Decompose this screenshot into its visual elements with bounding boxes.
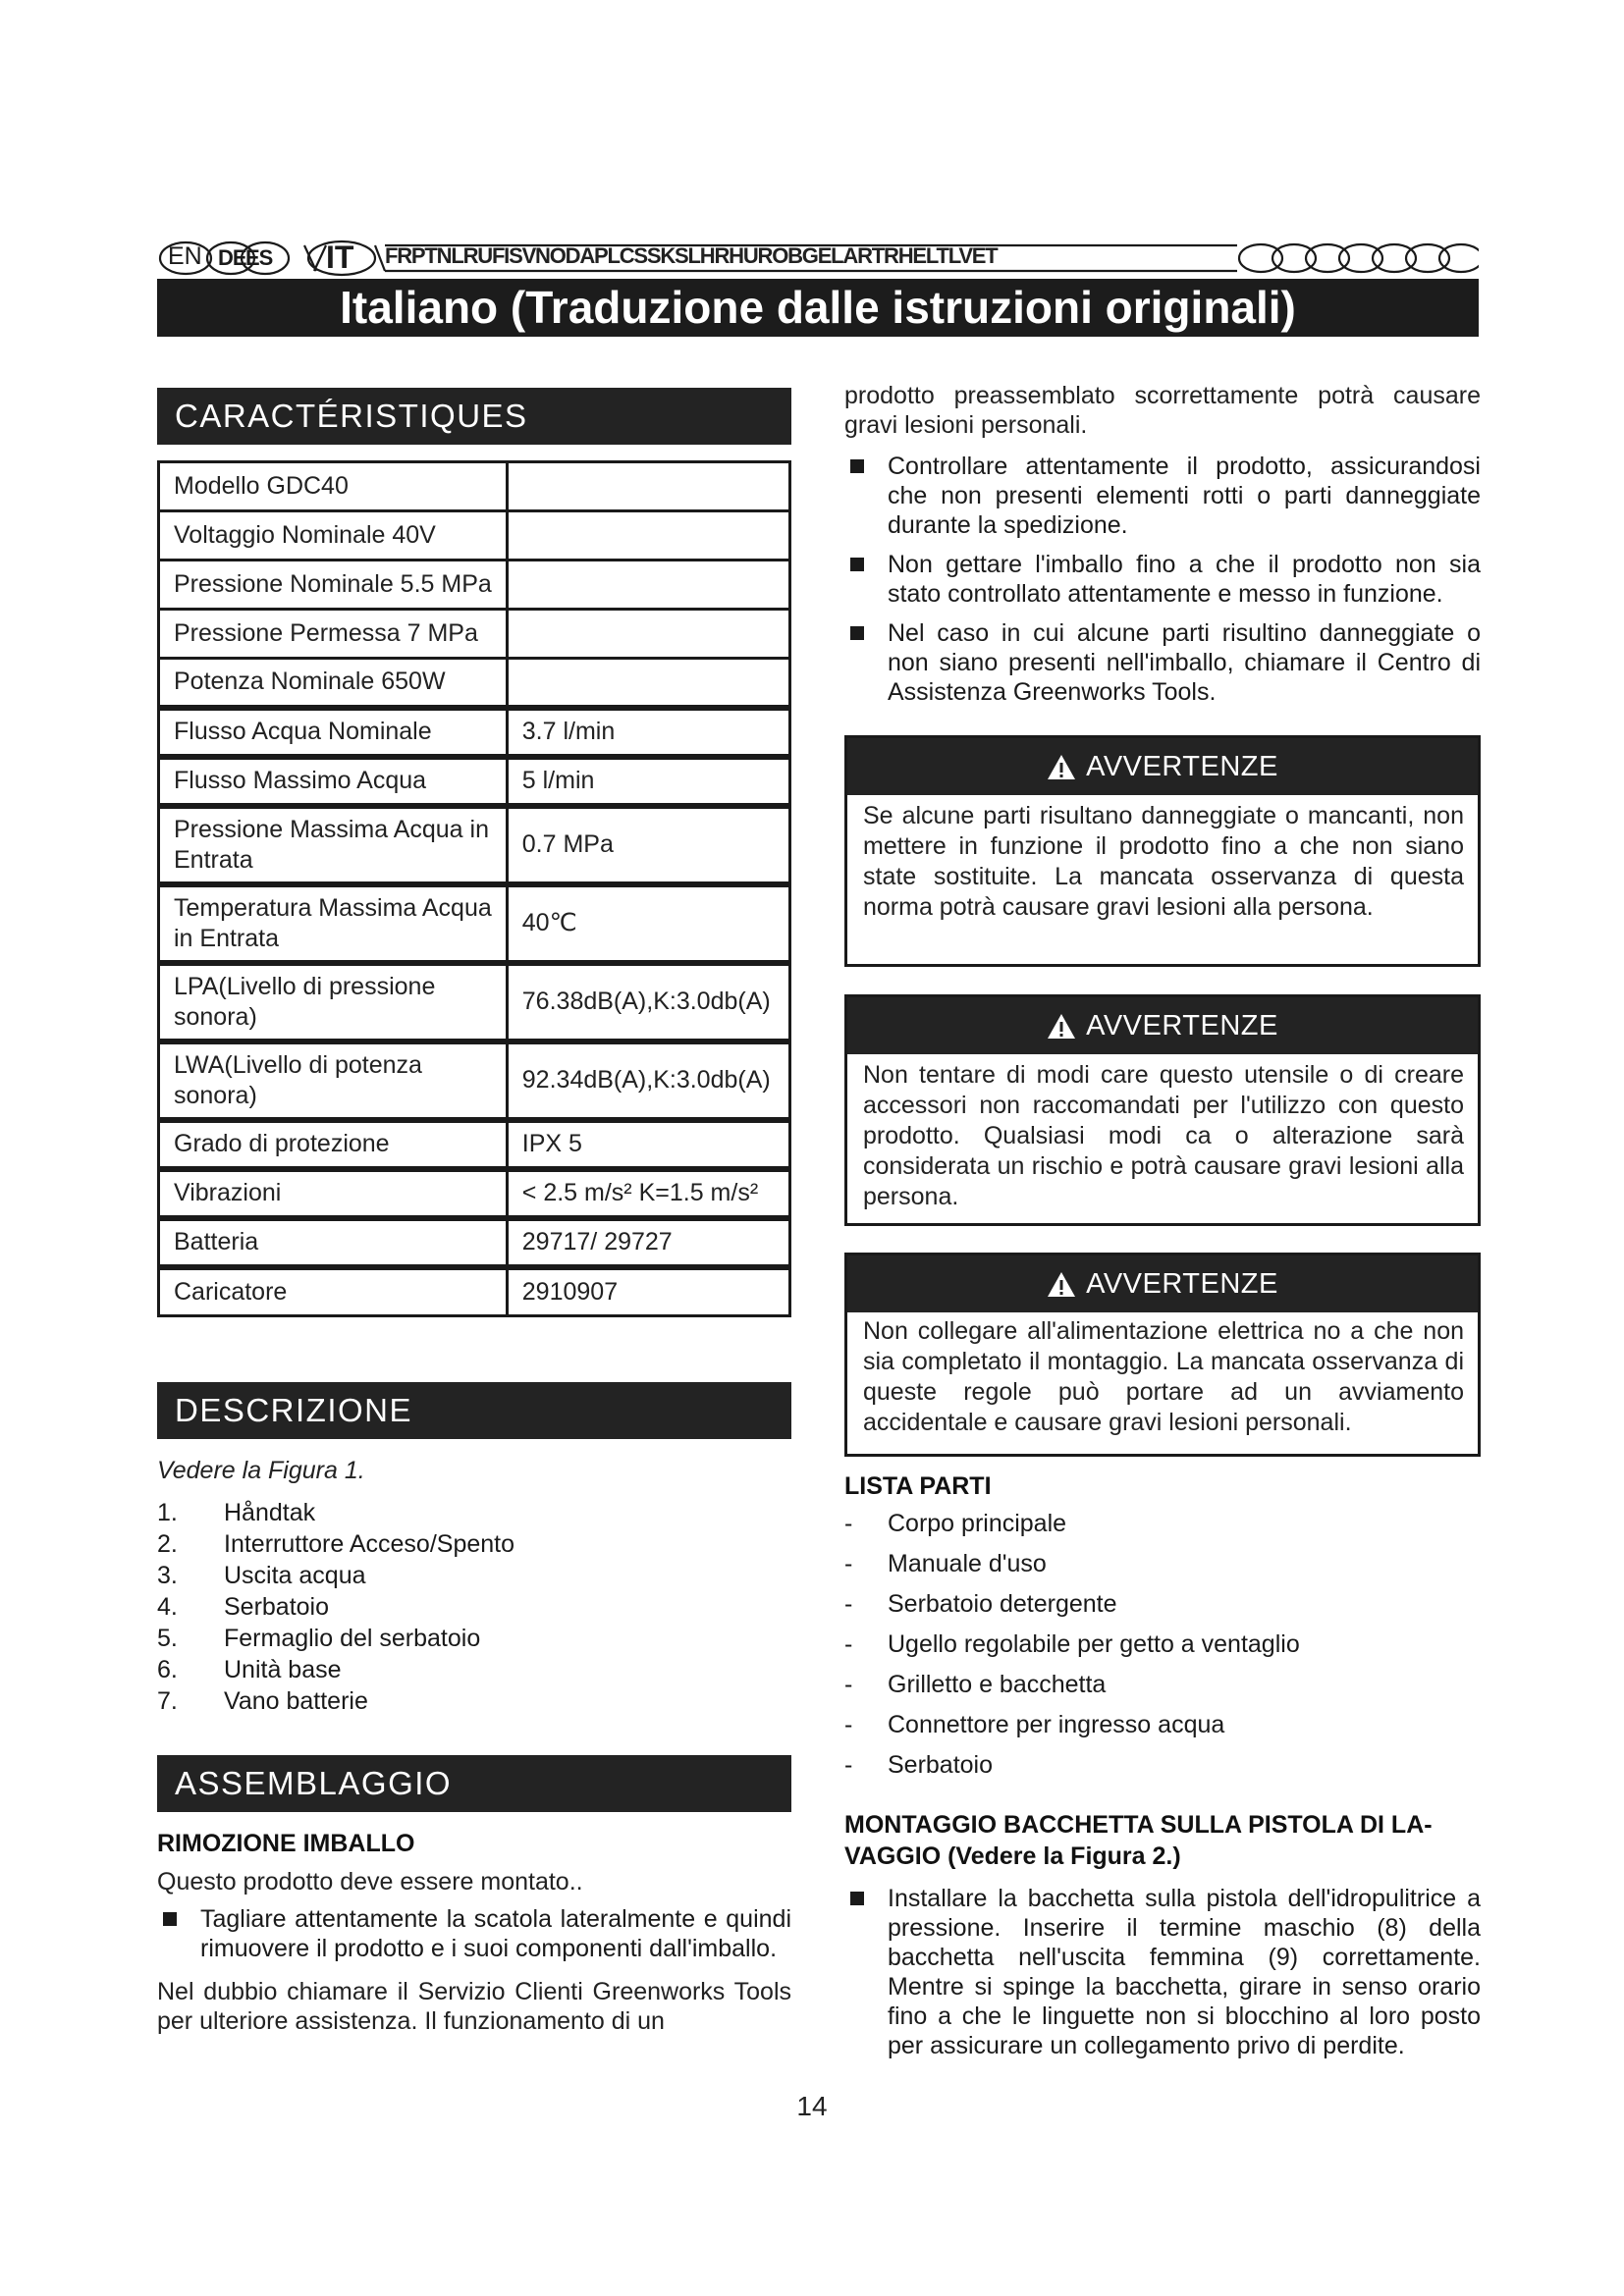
unpack-intro: Questo prodotto deve essere montato.. xyxy=(157,1868,583,1896)
lang-tabs-others[interactable]: FRPTNLRUFISVNODAPLCSSKSLHRHUROBGELARTRHELTLVET xyxy=(385,243,998,268)
spec-label: Pressione Permessa 7 MPa xyxy=(159,610,508,659)
spec-value: 5 l/min xyxy=(507,757,789,806)
list-item: 3. Uscita acqua xyxy=(157,1562,366,1589)
spec-value: 76.38dB(A),K:3.0db(A) xyxy=(507,963,789,1041)
bullet-square-icon xyxy=(850,626,864,640)
unpack-note-continued: prodotto preassemblato scorrettamente potrà causare gravi lesioni personali. xyxy=(844,382,1481,439)
lang-tab-de[interactable]: DE xyxy=(218,245,246,270)
list-item: 4. Serbatoio xyxy=(157,1593,330,1621)
page-number: 14 xyxy=(796,2091,828,2121)
spec-value: 3.7 l/min xyxy=(507,708,789,757)
spec-label: Temperatura Massima Acqua in Entrata xyxy=(159,884,508,963)
list-item: 1. Håndtak xyxy=(157,1499,316,1526)
warning-header: AVVERTENZE xyxy=(847,738,1478,795)
spec-table xyxy=(157,460,791,1317)
bullet-item: Installare la bacchetta sulla pistola dell'idropulitrice a pressione. Inserire il termine maschio (8) della bacchetta nell'uscita femmina (9) correttamente. Mentre si spinge la bacchetta, girare in senso orario fino a che le linguette non si blocchino al loro posto per assicurare un collegamento privo di perdite. xyxy=(844,1884,1481,2060)
spec-value: 2910907 xyxy=(507,1267,789,1316)
list-item: - Corpo principale xyxy=(844,1510,1067,1537)
spec-value xyxy=(507,462,789,511)
list-item: 7. Vano batterie xyxy=(157,1687,368,1715)
warning-box xyxy=(844,735,1481,967)
assembly-heading: ASSEMBLAGGIO xyxy=(157,1755,791,1812)
spec-label: Vibrazioni xyxy=(159,1169,508,1218)
spec-label: Potenza Nominale 650W xyxy=(159,659,508,708)
spec-row xyxy=(159,1218,790,1267)
lang-tab-en[interactable]: EN xyxy=(168,242,202,270)
unpack-note: Nel dubbio chiamare il Servizio Clienti Greenworks Tools per ulteriore assistenza. Il funzionamento di un xyxy=(157,1978,791,2035)
spec-row xyxy=(159,511,790,561)
lang-tab-it[interactable]: IT xyxy=(326,240,354,275)
spec-label: Flusso Massimo Acqua xyxy=(159,757,508,806)
list-item: 2. Interruttore Acceso/Spento xyxy=(157,1530,515,1558)
bullet-square-icon xyxy=(850,1892,864,1905)
spec-row xyxy=(159,1169,790,1218)
spec-value: IPX 5 xyxy=(507,1120,789,1169)
spec-row xyxy=(159,610,790,659)
spec-value: < 2.5 m/s² K=1.5 m/s² xyxy=(507,1169,789,1218)
warning-triangle-icon xyxy=(1047,754,1076,780)
spec-row xyxy=(159,659,790,708)
spec-label: Pressione Nominale 5.5 MPa xyxy=(159,561,508,610)
list-item: 6. Unità base xyxy=(157,1656,342,1683)
spec-row xyxy=(159,757,790,806)
spec-label: Pressione Massima Acqua in Entrata xyxy=(159,806,508,884)
lang-tab-es[interactable]: ES xyxy=(245,245,273,270)
spec-value xyxy=(507,610,789,659)
spec-row xyxy=(159,1267,790,1316)
warning-text: Non tentare di modi care questo utensile o di creare accessori non raccomandati per l'utilizzo con questo prodotto. Qualsiasi modi ca o alterazione sarà considerata un rischio e potrà causare gravi lesioni alla persona. xyxy=(863,1061,1464,1210)
spec-row xyxy=(159,1120,790,1169)
warning-box xyxy=(844,994,1481,1226)
spec-row xyxy=(159,462,790,511)
list-item: - Manuale d'uso xyxy=(844,1550,1047,1577)
list-item: - Grilletto e bacchetta xyxy=(844,1671,1107,1698)
spec-label: Grado di protezione xyxy=(159,1120,508,1169)
warning-header: AVVERTENZE xyxy=(847,1255,1478,1312)
language-tabs xyxy=(157,240,1479,277)
spec-value: 40℃ xyxy=(507,884,789,963)
warning-header: AVVERTENZE xyxy=(847,997,1478,1054)
spec-label: Flusso Acqua Nominale xyxy=(159,708,508,757)
spec-value: 29717/ 29727 xyxy=(507,1218,789,1267)
spec-label: Modello GDC40 xyxy=(159,462,508,511)
spec-label: LPA(Livello di pressione sonora) xyxy=(159,963,508,1041)
bullet-item: Nel caso in cui alcune parti risultino danneggiate o non siano presenti nell'imballo, chiamare il Centro di Assistenza Greenworks Tools. xyxy=(844,618,1481,707)
spec-value xyxy=(507,659,789,708)
bullet-square-icon xyxy=(850,558,864,571)
page-title: Italiano (Traduzione dalle istruzioni originali) xyxy=(157,279,1479,337)
description-intro: Vedere la Figura 1. xyxy=(157,1457,365,1484)
parts-list-title: LISTA PARTI xyxy=(844,1472,992,1500)
warning-triangle-icon xyxy=(1047,1013,1076,1040)
unpack-title: RIMOZIONE IMBALLO xyxy=(157,1830,415,1857)
spec-row xyxy=(159,708,790,757)
list-item: - Serbatoio detergente xyxy=(844,1590,1117,1618)
spec-value xyxy=(507,511,789,561)
spec-row xyxy=(159,1041,790,1120)
list-item: - Serbatoio xyxy=(844,1751,994,1779)
spec-row xyxy=(159,884,790,963)
spec-label: Batteria xyxy=(159,1218,508,1267)
warning-text: Se alcune parti risultano danneggiate o mancanti, non mettere in funzione il prodotto fino a che non siano state sostituite. La mancata osservanza di questa norma potrà causare gravi lesioni alla persona. xyxy=(863,802,1464,921)
wand-assembly-title: MONTAGGIO BACCHETTA SULLA PISTOLA DI LA-VAGGIO (Vedere la Figura 2.) xyxy=(844,1811,1433,1870)
spec-row xyxy=(159,806,790,884)
spec-label: LWA(Livello di potenza sonora) xyxy=(159,1041,508,1120)
bullet-item: Tagliare attentamente la scatola lateralmente e quindi rimuovere il prodotto e i suoi componenti dall'imballo. xyxy=(157,1904,791,1963)
warning-triangle-icon xyxy=(1047,1271,1076,1298)
bullet-item: Non gettare l'imballo fino a che il prodotto non sia stato controllato attentamente e messo in funzione. xyxy=(844,550,1481,609)
parts-list xyxy=(844,1504,1481,1786)
list-item: - Connettore per ingresso acqua xyxy=(844,1711,1225,1738)
list-item: - Ugello regolabile per getto a ventaglio xyxy=(844,1630,1300,1658)
spec-value: 92.34dB(A),K:3.0db(A) xyxy=(507,1041,789,1120)
bullet-square-icon xyxy=(163,1912,177,1926)
warning-box xyxy=(844,1253,1481,1457)
description-list xyxy=(157,1497,791,1717)
description-heading: DESCRIZIONE xyxy=(157,1382,791,1439)
spec-label: Voltaggio Nominale 40V xyxy=(159,511,508,561)
spec-row xyxy=(159,963,790,1041)
bullet-item: Controllare attentamente il prodotto, assicurandosi che non presenti elementi rotti o parti danneggiate durante la spedizione. xyxy=(844,452,1481,540)
bullet-square-icon xyxy=(850,459,864,473)
spec-value: 0.7 MPa xyxy=(507,806,789,884)
features-heading: CARACTÉRISTIQUES xyxy=(157,388,791,445)
spec-value xyxy=(507,561,789,610)
spec-row xyxy=(159,561,790,610)
spec-label: Caricatore xyxy=(159,1267,508,1316)
warning-text: Non collegare all'alimentazione elettrica no a che non sia completato il montaggio. La mancata osservanza di queste regole può portare ad un avviamento accidentale e causare gravi lesioni personali. xyxy=(863,1317,1464,1436)
list-item: 5. Fermaglio del serbatoio xyxy=(157,1625,481,1652)
